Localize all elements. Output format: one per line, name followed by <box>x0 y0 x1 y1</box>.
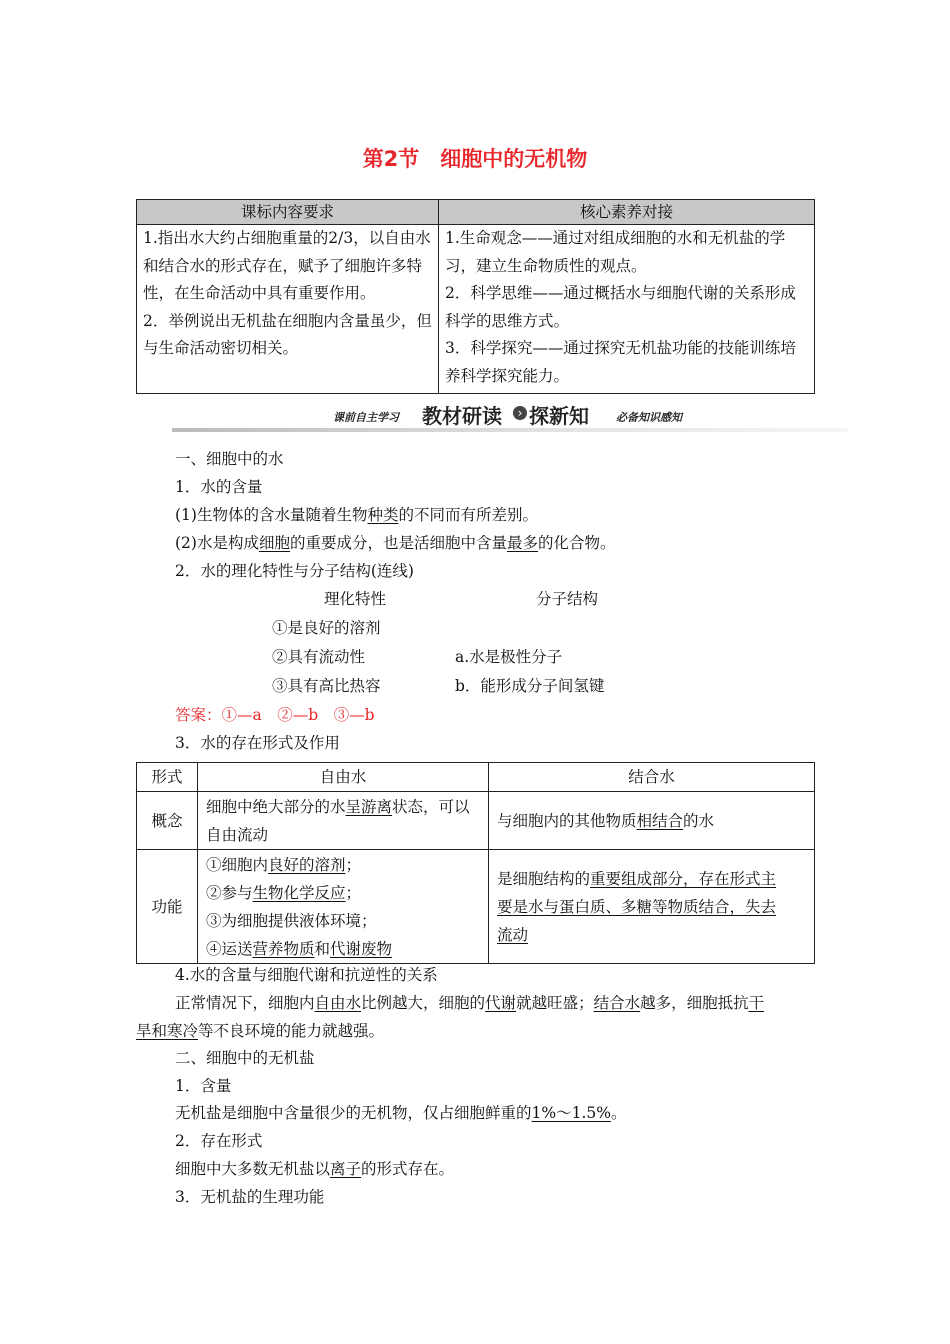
blank-answer: 细胞 <box>258 534 290 552</box>
banner-rule <box>172 428 848 432</box>
water-forms-table <box>136 762 815 964</box>
standard-item: 1.指出水大约占细胞重量的2/3，以自由水和结合水的形式存在，赋予了细胞许多特性，在生命活动中具有重要作用。 <box>143 229 431 302</box>
column-heading-structure: 分子结构 <box>536 590 599 608</box>
table-header-bound-water: 结合水 <box>489 763 815 792</box>
bound-water-concept: 与细胞内的其他物质相结合的水 <box>489 792 815 850</box>
blank-answer: 种类 <box>367 506 399 524</box>
subheading: 3．无机盐的生理功能 <box>175 1188 325 1206</box>
banner-left-text: 课前自主学习 <box>333 411 399 424</box>
literacy-cell <box>439 225 815 394</box>
page-title: 第2节 细胞中的无机物 <box>362 147 588 171</box>
banner-arrow-icon: › <box>513 406 527 420</box>
structure-item: b．能形成分子间氢键 <box>455 677 605 695</box>
subheading: 4.水的含量与细胞代谢和抗逆性的关系 <box>175 966 438 984</box>
section-2-heading: 二、细胞中的无机盐 <box>175 1049 315 1067</box>
subheading: 2．水的理化特性与分子结构(连线) <box>175 562 414 580</box>
paragraph-continuation: 旱和寒冷等不良环境的能力就越强。 <box>136 1022 385 1040</box>
table-header-free-water: 自由水 <box>198 763 489 792</box>
standards-header: 课标内容要求 <box>137 200 439 225</box>
property-item: ②具有流动性 <box>272 648 366 666</box>
banner-main-2: 探新知 <box>529 404 589 428</box>
property-item: ③具有高比热容 <box>272 677 381 695</box>
answer-label: 答案： <box>175 706 222 724</box>
standards-cell <box>137 225 439 394</box>
paragraph: 无机盐是细胞中含量很少的无机物，仅占细胞鲜重的1%～1.5%。 <box>175 1104 627 1122</box>
subheading: 1．含量 <box>175 1077 232 1095</box>
paragraph: 正常情况下，细胞内自由水比例越大，细胞的代谢就越旺盛；结合水越多，细胞抵抗干 <box>175 994 765 1012</box>
answer-text: ①—a ②—b ③—b <box>221 706 375 724</box>
row-label-concept: 概念 <box>137 792 198 850</box>
subheading: 3．水的存在形式及作用 <box>175 734 340 752</box>
bound-water-function: 是细胞结构的重要组成部分，存在形式主 要是水与蛋白质、多糖等物质结合，失去 流动 <box>489 850 815 964</box>
paragraph: (2)水是构成细胞的重要成分，也是活细胞中含量最多的化合物。 <box>175 534 616 552</box>
column-heading-properties: 理化特性 <box>324 590 387 608</box>
subheading: 1．水的含量 <box>175 478 263 496</box>
literacy-item: 2．科学思维——通过概括水与细胞代谢的关系形成科学的思维方式。 <box>445 284 796 330</box>
row-label-function: 功能 <box>137 850 198 964</box>
table-header-form: 形式 <box>137 763 198 792</box>
literacy-header: 核心素养对接 <box>439 200 815 225</box>
subheading: 2．存在形式 <box>175 1132 263 1150</box>
free-water-function: ①细胞内良好的溶剂； ②参与生物化学反应； ③为细胞提供液体环境； ④运送营养物质和代谢废物 <box>198 850 489 964</box>
literacy-item: 1.生命观念——通过对组成细胞的水和无机盐的学习，建立生命物质性的观点。 <box>445 229 786 275</box>
free-water-concept: 细胞中绝大部分的水呈游离状态，可以自由流动 <box>198 792 489 850</box>
literacy-item: 3．科学探究——通过探究无机盐功能的技能训练培养科学探究能力。 <box>445 339 796 385</box>
banner-right-text: 必备知识感知 <box>616 411 682 424</box>
banner-main-1: 教材研读 <box>422 404 502 428</box>
paragraph: 细胞中大多数无机盐以离子的形式存在。 <box>175 1160 455 1178</box>
blank-answer: 最多 <box>507 534 539 552</box>
property-item: ①是良好的溶剂 <box>272 619 381 637</box>
answer-line <box>175 701 375 729</box>
paragraph: (1)生物体的含水量随着生物种类的不同而有所差别。 <box>175 506 538 524</box>
standards-table <box>136 199 815 394</box>
structure-item: a.水是极性分子 <box>455 648 563 666</box>
section-1-heading: 一、细胞中的水 <box>175 450 284 468</box>
standard-item: 2．举例说出无机盐在细胞内含量虽少，但与生命活动密切相关。 <box>143 311 432 357</box>
